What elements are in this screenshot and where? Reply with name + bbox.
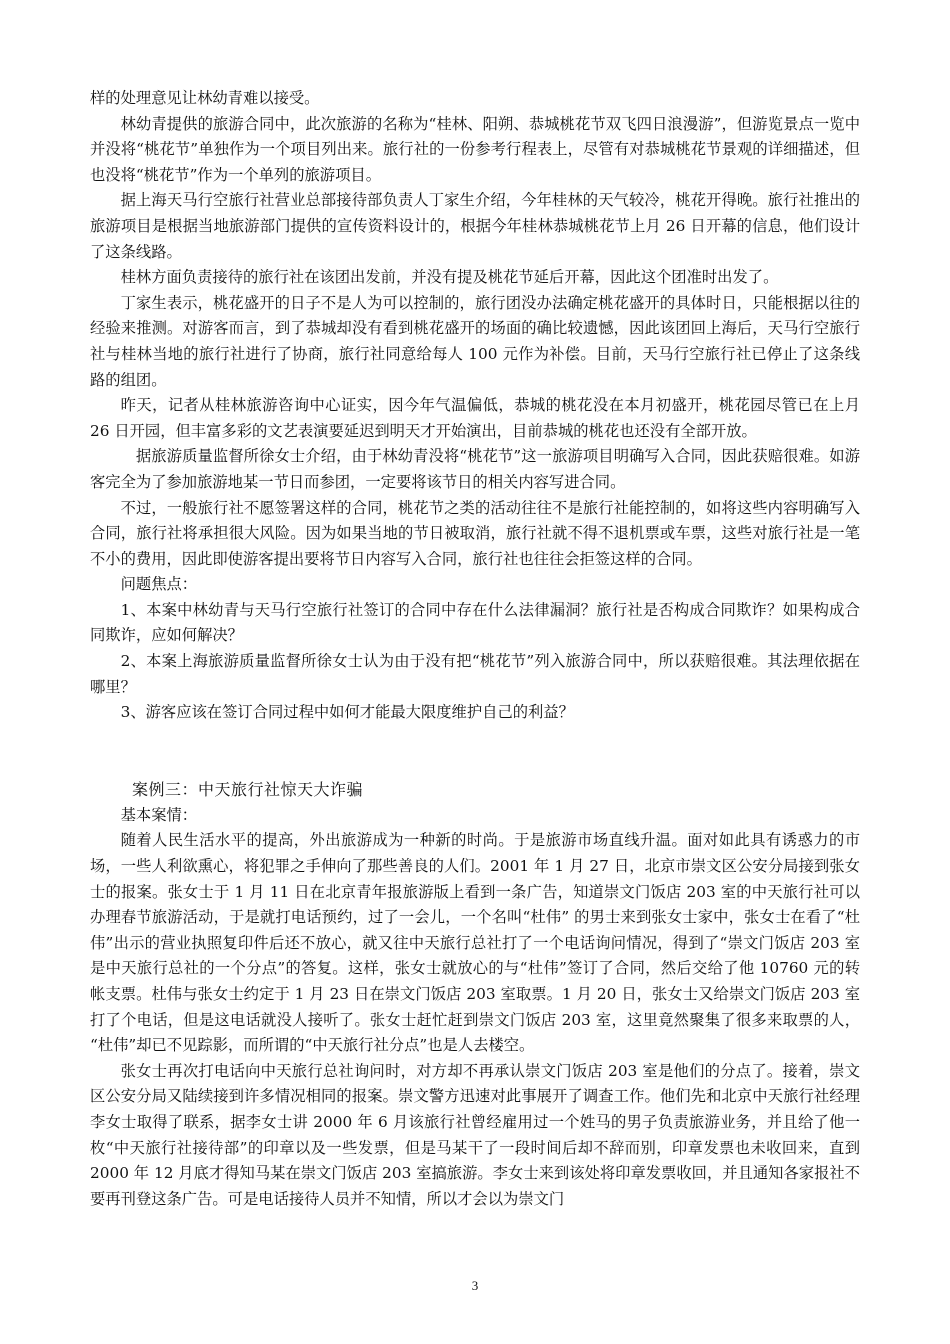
questions-heading: 问题焦点： [120,575,198,594]
paragraph-guilin-agency: 桂林方面负责接待的旅行社在该团出发前，并没有提及桃花节延后开幕，因此这个团准时出发了。 [120,268,779,287]
paragraph-contract-name: 林幼青提供的旅游合同中，此次旅游的名称为“桂林、阳朔、恭城桃花节双飞四日浪漫游”，但游览景点一览中并没将“桃花节”单独作为一个项目列出来。旅行社的一份参考行程表上，尽管有对恭城桃花节景观的详细描述，但也没将“桃花节”作为一个单列的旅游项目。 [90,114,860,184]
document-page [90,86,860,1212]
section-gap [90,726,860,777]
question-2: 2、本案上海旅游质量监督所徐女士认为由于没有把“桃花节”列入旅游合同中，所以获赔很难。其法理依据在哪里？ [90,652,860,696]
paragraph-reporter-confirmation: 昨天，记者从桂林旅游咨询中心证实，因今年气温偏低，恭城的桃花没在本月初盛开，桃花园尽管已在上月 26 日开园，但丰富多彩的文艺表演要延迟到明天才开始演出，目前恭城的桃花也还没有全部开放。 [90,396,860,440]
paragraph-case-three-investigation: 张女士再次打电话向中天旅行总社询问时，对方却不再承认崇文门饭店 203 室是他们的分点了。接着，崇文区公安分局又陆续接到许多情况相同的报案。崇文警方迅速对此事展开了调查工作。他们先和北京中天旅行社经理李女士取得了联系，据李女士讲 2000 年 6 月该旅行社曾经雇用过一个姓马的男子负责旅游业务，并且给了他一枚“中天旅行社接待部”的印章以及一些发票，但是马某干了一段时间后却不辞而别，印章发票也未收回来，直到 2000 年 12 月底才得知马某在崇文门饭店 203 室搞旅游。李女士来到该处将印章发票收回，并且通知各家报社不要再刊登这条广告。可是电话接待人员并不知情，所以才会以为崇文门 [90,1061,860,1208]
question-3: 3、游客应该在签订合同过程中如何才能最大限度维护自己的利益？ [120,703,574,722]
paragraph-case-three-facts: 随着人民生活水平的提高，外出旅游成为一种新的时尚。于是旅游市场直线升温。面对如此具有诱惑力的市场，一些人利欲熏心，将犯罪之手伸向了那些善良的人们。2001 年 1 月 27 日，北京市崇文区公安分局接到张女士的报案。张女士于 1 月 11 日在北京青年报旅游版上看到一条广告，知道崇文门饭店 203 室的中天旅行社可以办理春节旅游活动，于是就打电话预约，过了一会儿，一个名叫“杜伟” 的男士来到张女士家中，张女士在看了“杜伟”出示的营业执照复印件后还不放心，就又往中天旅行总社打了一个电话询问情况，得到了“崇文门饭店 203 室是中天旅行总社的一个分点”的答复。这样，张女士就放心的与“杜伟”签订了合同，然后交给了他 10760 元的转帐支票。杜伟与张女士约定于 1 月 23 日在崇文门饭店 203 室取票。1 月 20 日，张女士又给崇文门饭店 203 室打了个电话，但是这电话就没人接听了。张女士赶忙赶到崇文门饭店 203 室，这里竟然聚集了很多来取票的人， “杜伟”却已不见踪影，而所谓的“中天旅行社分点”也是人去楼空。 [90,831,860,1055]
paragraph-continuation: 样的处理意见让林幼青难以接受。 [90,89,320,107]
case-three-title: 案例三：中天旅行社惊天大诈骗 [132,779,364,799]
paragraph-quality-supervision: 据旅游质量监督所徐女士介绍，由于林幼青没将“桃花节”这一旅游项目明确写入合同，因此获赔很难。如游客完全为了参加旅游地某一节日而参团，一定要将该节日的相关内容写进合同。 [90,447,860,491]
paragraph-risk: 不过，一般旅行社不愿签署这样的合同，桃花节之类的活动往往不是旅行社能控制的，如将这些内容明确写入合同，旅行社将承担很大风险。因为如果当地的节日被取消，旅行社就不得不退机票或车票，这些对旅行社是一笔不小的费用，因此即使游客提出要将节日内容写入合同，旅行社也往往会拒签这样的合同。 [90,498,860,568]
basic-facts-label: 基本案情： [120,805,198,824]
paragraph-agency-statement: 据上海天马行空旅行社营业总部接待部负责人丁家生介绍，今年桂林的天气较冷，桃花开得晚。旅行社推出的旅游项目是根据当地旅游部门提供的宣传资料设计的，根据今年桂林恭城桃花节上月 26 日开幕的信息，他们设计了这条线路。 [90,191,860,261]
page-number: 3 [471,1278,479,1293]
question-1: 1、本案中林幼青与天马行空旅行社签订的合同中存在什么法律漏洞？旅行社是否构成合同欺诈？如果构成合同欺诈，应如何解决？ [90,600,860,645]
paragraph-compensation: 丁家生表示，桃花盛开的日子不是人为可以控制的，旅行团没办法确定桃花盛开的具体时日，只能根据以往的经验来推测。对游客而言，到了恭城却没有看到桃花盛开的场面的确比较遗憾，因此该团回上海后，天马行空旅行社与桂林当地的旅行社进行了协商，旅行社同意给每人 100 元作为补偿。目前，天马行空旅行社已停止了这条线路的组团。 [90,293,860,389]
